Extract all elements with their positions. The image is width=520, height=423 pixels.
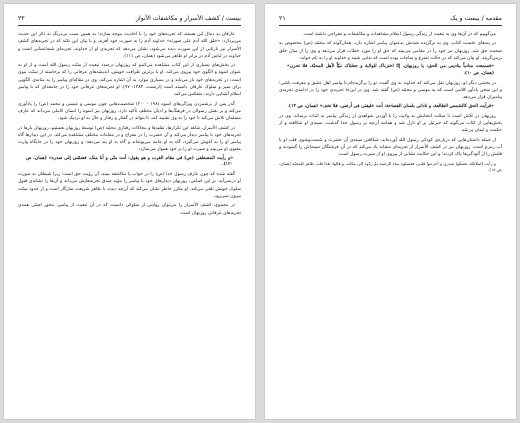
left-page-title: بیست / کشف الأسرار و مکاشفات الأنوار bbox=[136, 15, 241, 22]
right-page-body bbox=[279, 31, 502, 411]
quoted-passage: «فرأیت الحق کالشمس الطالعة، و نادانی بلسان الفصاحة: أنت خلیفتی فی أرضی، فلا تخف» (همان، ص ۱۴). bbox=[287, 103, 494, 109]
note-paragraph: و رأیت الملائکة، فشقّوا صدری و أخرجوا قلبی، فغسلوه بماء الرحمة ثمّ ردّوه إلی مکانه، و قالوا: هذا قلب طاهر للمحبّة (همان، ص ۱۸). bbox=[279, 160, 502, 173]
quoted-passage: «فسمعت منادیاً ینادینی من الحق: یا روزبهان، إنّا اخترناک للولایة و جعلناک نبیّاً لأهل المحبّة، فلا تحزن» (همان، ص ۱۰). bbox=[287, 64, 494, 76]
body-paragraph: در کشف الأسرار، شاهد این تکرارها، تقلیدها و محاکات رفتاری محمّد (ص) توسط روزبهان هستیم. روزبهان بارها در تجربه‌های خود با پیامبر دیدار می‌کند و آن حضرت را در معراج و در مقامات مختلف مشاهده می‌کند. در این دیدارها گاه پیامبر او را به آغوش می‌گیرد، گاه به او جامه می‌پوشاند و گاه به او پند می‌دهد؛ و روزبهان خود را در جایگاه وارث معنوی او می‌بیند و سیرت او را بر خود هموار می‌سازد: bbox=[18, 125, 241, 153]
left-page-number: ۲۲ bbox=[18, 15, 25, 22]
body-paragraph: عارفان به دنبال این هستند که تجربه‌های خود را با احادیث موجه سازند؛ به همین سبب بی‌درنگ به ذکر این حدیث می‌پردازد: «خلق الله آدم علی صورته» خداوند آدم را به صورت خود آفرید، و با بیان این نکته که در تجربه‌های کشف الأسرار نیز بازتابی از این صورت دیده می‌شود، نشان می‌دهد که تجربه‌ی او از خداوند، تجربه‌ای شبه‌انسانی است و خداوند در لباس آدم در برابر او ظاهر می‌شود (همان، ص ۱۱۱). bbox=[18, 32, 241, 59]
right-page-header bbox=[279, 13, 502, 24]
left-header-rule bbox=[18, 25, 241, 26]
body-paragraph: می‌گوییم که در آن‌ها وی به تبعیت از زندگی رسول اسلام مشاهدات و مکاشفات و معراجی داشته است. bbox=[302, 32, 496, 37]
body-paragraph: در بخشی دیگر او، روزبهان نقل می‌کند که خداوند به وی گفت: تو را برگزیده‌ام تا پیامبر اهل عشق و معرفت باشی؛ و این سخن یادآور کلامی است که به موسی و محمّد (ص) گفته شد. وی در این‌جا تجربه‌ی خود را در ادامه‌ی تجربه‌ی پیامبران قرار می‌دهد. bbox=[279, 80, 502, 101]
body-paragraph: گفته شده که چون عارف رسول خدا (ص) را در خواب یا مکاشفه ببیند، آن رؤیت حق است؛ زیرا شیطان به صورت او درنمی‌آید. بر این اساس، روزبهان دیدارهای خود با پیامبر را مؤید صدق تجربه‌هایش می‌داند و آن‌ها را نشانه‌ی قبول سلوک خویش تلقی می‌کند. او مکرر خاطر نشان می‌کند که آن‌چه دیده، با ظاهر شریعت سازگار است و از حدود سنّت بیرون نمی‌رود. bbox=[18, 172, 241, 199]
body-paragraph: در بخش‌های بسیاری از این کتاب مشاهده می‌کنیم که روزبهان درصدد تبعیت از سنّت رسول الله است و از او به عنوان اسوه و الگوی خود پیروی می‌کند. او با برترین ظرافت خویش، اندیشه‌های عرفانی را که برخاسته از سنّت نبوی است، در تجربه‌های خود باز می‌تابد و در بسیاری موارد به آن اشاره می‌کند. وی در مقاله‌ای پیامبر را به مثابه‌ی الگویی برای سیر و سلوک عارفان دانسته است (ارنست، ۱۳۸۳: ۹۷). او تجربه‌های عرفانی خود را در جامعه‌ای که با پیامبر اسلام آشنایی دارند، منعکس می‌کند. bbox=[18, 63, 241, 98]
body-paragraph: در بندهای نخست کتاب، وی به برگزیده شدنش به‌عنوان پیامبر اشاره دارد. همان‌گونه که محمّد (ص) مخصوص به صحبت حق شد، روزبهان نیز خود را در مقامی می‌بیند که حق او را مورد خطاب قرار می‌دهد و وی را از میان خلق برمی‌گزیند. او بیان می‌کند که در حالت تضرع و مناجات بوده است که ندایی شنید و خداوند او را به نام خواند: bbox=[279, 41, 502, 61]
left-page-header bbox=[18, 13, 241, 24]
right-page-title: مقدمه / بیست و یک bbox=[450, 15, 502, 22]
right-page bbox=[265, 4, 516, 419]
body-paragraph: روزبهان در تلاش است تا صحّت انتخابش به ولایت را با آوردن شواهدی از زندگی پیامبر به اثبات برساند. وی در بخش‌هایی از کتاب می‌گوید که جبرئیل بر او نازل شد و همانند آن‌چه بر رسول خدا گذشت، سینه‌ی او شکافته و از حکمت و ایمان پر شد. bbox=[279, 113, 502, 134]
quoted-passage: «و رأیت المصطفی (ص) فی مقام القرب و هو یقول: أنت منّی و أنا منک، فضمّنی إلی صدره» (همان، ص ۱۲۰). bbox=[26, 155, 233, 168]
left-page bbox=[4, 4, 255, 419]
body-paragraph: در مجموع، کشف الأسرار را می‌توان روایتی از سلوکی دانست که در آن تبعیت از پیامبر، محور اصلی همه‌ی تجربه‌های عرفانی روزبهان است. bbox=[18, 203, 241, 216]
right-header-rule bbox=[279, 25, 502, 26]
body-paragraph: گذر پس از برشمردن ویژگی‌های اسوه (۱۹۸ - ۲۰۰) شخصیت‌هایی چون موسی و عیسی و محمد (ص) را یادآوری می‌کند و بر نقش رسولان در فرهنگ‌ها و ادیان مختلف تأکید دارد. روزبهان نیز اسوه را انسان کاملی می‌داند که عارف مسلمان تلاش می‌کند تا خود را به وی تشبیه کند، تا بتواند در گفتار و رفتار و حال به او نزدیک شود. bbox=[18, 101, 241, 122]
left-page-body bbox=[18, 31, 241, 411]
body-paragraph: از جمله داستان‌هایی که درباره‌ی کودکی رسول الله آورده‌اند، شکافتن سینه‌ی آن حضرت و شست‌وشوی قلب او با آب زمزم است. روزبهان نیز در کشف الأسرار از تجربه‌ای مشابه یاد می‌کند که در آن فرشتگان سینه‌اش را گشودند و قلبش را از آلودگی‌ها پاک کردند؛ و این حکایت نشانی از پیروی او از سیرت رسول است. bbox=[279, 137, 502, 158]
right-page-number: ۲۱ bbox=[279, 15, 286, 22]
